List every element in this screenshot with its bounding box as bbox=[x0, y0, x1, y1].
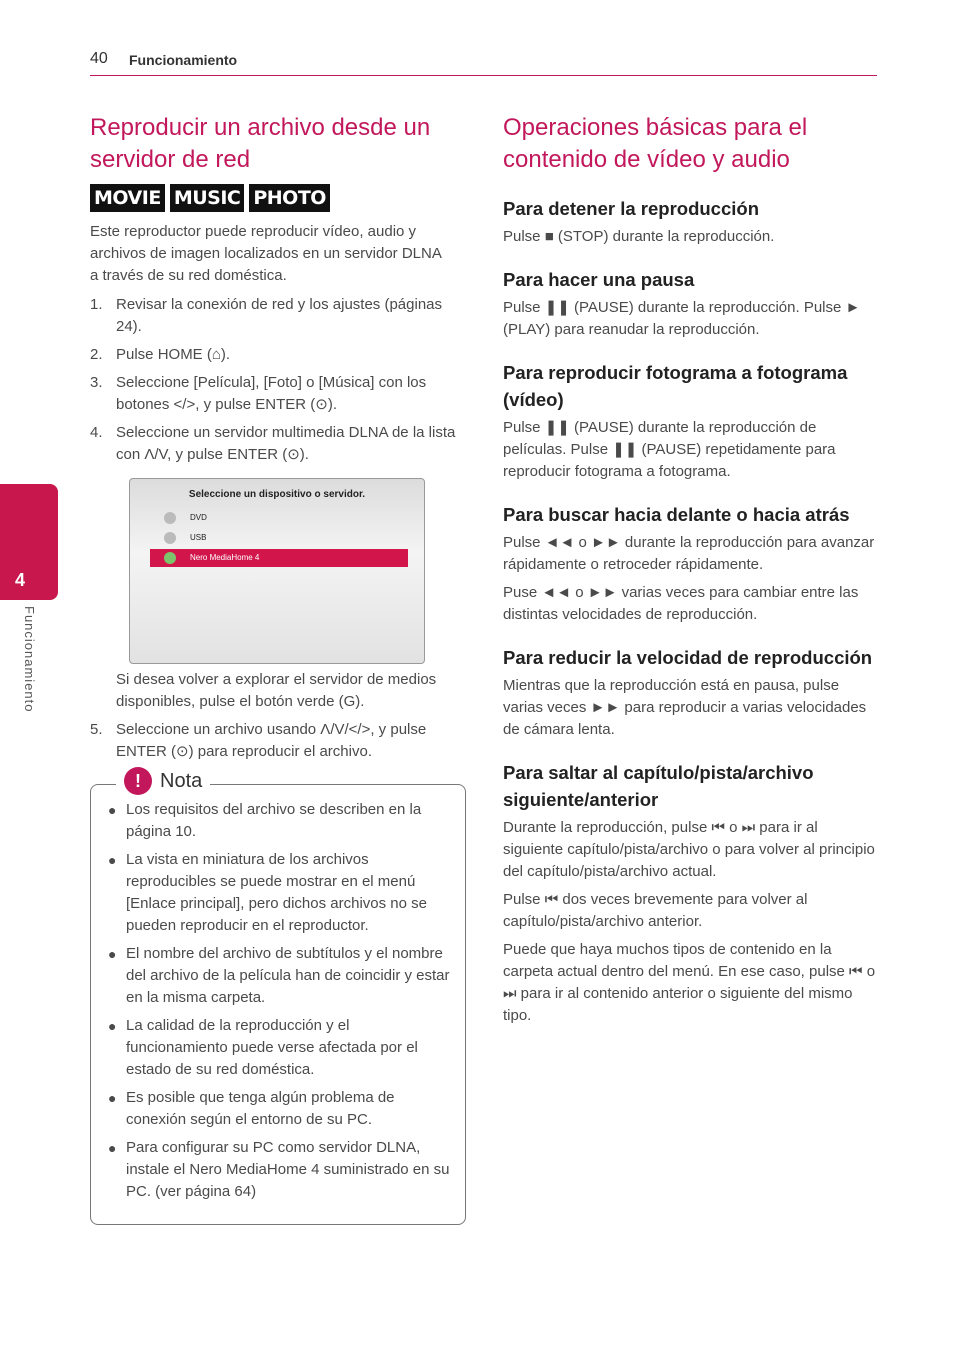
section-text: Pulse ❚❚ (PAUSE) durante la reproducción de películas. Pulse ❚❚ (PAUSE) repetidamente para reproducir fotograma a fotograma. bbox=[503, 419, 836, 480]
screen-title: Seleccione un dispositivo o servidor. bbox=[188, 489, 366, 500]
device-row-usb: USB bbox=[150, 529, 408, 547]
intro-text: Este reproductor puede reproducir vídeo, audio y archivos de imagen localizados en un servidor DLNA a través de su red doméstica. bbox=[90, 223, 442, 284]
note-list bbox=[108, 799, 453, 1203]
list-item: ● La calidad de la reproducción y el funcionamiento puede verse afectada por el estado de su red doméstica. bbox=[108, 1017, 418, 1078]
header-rule bbox=[90, 75, 877, 76]
list-item: ● Los requisitos del archivo se describen en la página 10. bbox=[108, 801, 422, 840]
network-icon bbox=[164, 552, 176, 564]
list-item: 5. Seleccione un archivo usando Λ/V/</>, y pulse ENTER (⊙) para reproducir el archivo. bbox=[90, 721, 427, 760]
page-number: 40 bbox=[90, 50, 108, 67]
list-item: 4. Seleccione un servidor multimedia DLNA de la lista con Λ/V, y pulse ENTER (⊙). bbox=[90, 424, 456, 463]
movie-badge: MOVIE bbox=[90, 184, 165, 212]
section-text: Pulse ■ (STOP) durante la reproducción. bbox=[503, 228, 775, 245]
device-selection-screenshot bbox=[129, 478, 425, 664]
list-item: 1. Revisar la conexión de red y los ajustes (páginas 24). bbox=[90, 296, 443, 335]
usb-icon bbox=[164, 532, 176, 544]
list-item: ● Para configurar su PC como servidor DLNA, instale el Nero MediaHome 4 suministrado en su PC. (ver página 64) bbox=[108, 1139, 450, 1200]
music-badge: MUSIC bbox=[170, 184, 245, 212]
chapter-number: 4 bbox=[14, 570, 25, 590]
left-title: Reproducir un archivo desde un servidor de red bbox=[90, 114, 431, 173]
right-column bbox=[503, 112, 878, 1027]
section-heading: Para reproducir fotograma a fotograma (vídeo) bbox=[503, 362, 848, 410]
list-item: ● El nombre del archivo de subtítulos y el nombre del archivo de la película han de coincidir y estar en la misma carpeta. bbox=[108, 945, 450, 1006]
section-text: Pulse ❚❚ (PAUSE) durante la reproducción. Pulse ► (PLAY) para reanudar la reproducción. bbox=[503, 299, 861, 338]
device-row-nero: Nero MediaHome 4 bbox=[150, 549, 408, 567]
list-item: 3. Seleccione [Película], [Foto] o [Música] con los botones </>, y pulse ENTER (⊙). bbox=[90, 374, 427, 413]
step-five bbox=[90, 719, 465, 763]
after-screen-text: Si desea volver a explorar el servidor de medios disponibles, pulse el botón verde (G). bbox=[116, 671, 437, 710]
section-heading: Para buscar hacia delante o hacia atrás bbox=[503, 504, 850, 525]
note-title: Nota bbox=[160, 769, 203, 792]
exclamation-icon: ! bbox=[124, 767, 152, 795]
section-text: Mientras que la reproducción está en pausa, pulse varias veces ►► para reproducir a varias velocidades de cámara lenta. bbox=[503, 677, 867, 738]
section-text: Durante la reproducción, pulse ⏮ o ⏭ para ir al siguiente capítulo/pista/archivo o para volver al principio del capítulo/pista/archivo actual. bbox=[503, 819, 875, 880]
disc-icon bbox=[164, 512, 176, 524]
section-heading: Para reducir la velocidad de reproducción bbox=[503, 647, 873, 668]
section-title: Funcionamiento bbox=[129, 52, 238, 68]
section-text: Puse ◄◄ o ►► varias veces para cambiar entre las distintas velocidades de reproducción. bbox=[503, 584, 859, 623]
section-text: Pulse ◄◄ o ►► durante la reproducción para avanzar rápidamente o retroceder rápidamente. bbox=[503, 534, 875, 573]
section-heading: Para hacer una pausa bbox=[503, 269, 695, 290]
right-title: Operaciones básicas para el contenido de vídeo y audio bbox=[503, 114, 808, 173]
section-heading: Para detener la reproducción bbox=[503, 198, 760, 219]
format-badges bbox=[90, 184, 330, 212]
section-text: Pulse ⏮ dos veces brevemente para volver al capítulo/pista/archivo anterior. bbox=[503, 891, 808, 930]
list-item: 2. Pulse HOME (⌂). bbox=[90, 346, 231, 363]
section-text: Puede que haya muchos tipos de contenido en la carpeta actual dentro del menú. En ese caso, pulse ⏮ o ⏭ para ir al contenido anterior o siguiente del mismo tipo. bbox=[503, 941, 876, 1024]
steps-list bbox=[90, 294, 465, 466]
list-item: ● Es posible que tenga algún problema de conexión según el entorno de su PC. bbox=[108, 1089, 395, 1128]
chapter-label: Funcionamiento bbox=[22, 606, 37, 713]
section-heading: Para saltar al capítulo/pista/archivo siguiente/anterior bbox=[503, 762, 814, 810]
list-item: ● La vista en miniatura de los archivos reproducibles se puede mostrar en el menú [Enlace principal], pero dichos archivos no se pueden reproducir en el reproductor. bbox=[108, 851, 427, 934]
photo-badge: PHOTO bbox=[249, 184, 330, 212]
note-header bbox=[116, 767, 210, 795]
device-row-dvd: DVD bbox=[150, 509, 408, 527]
